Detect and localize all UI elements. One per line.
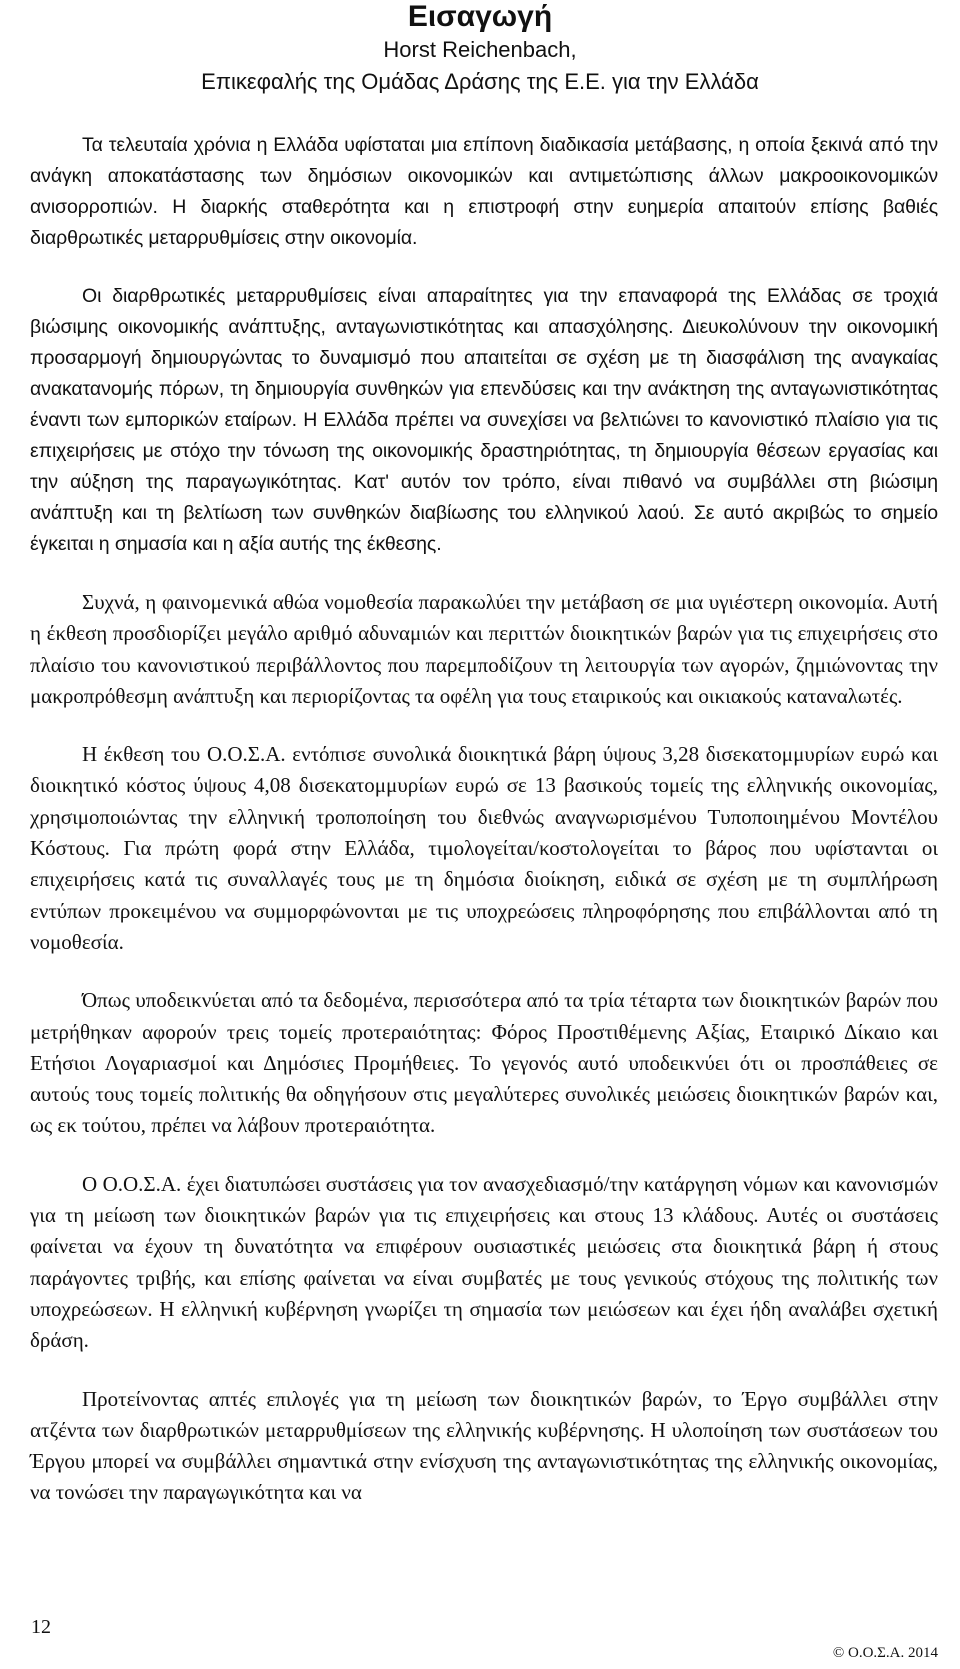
page-number: 12: [31, 1616, 51, 1638]
copyright-notice: © Ο.Ο.Σ.Α. 2014: [832, 1645, 938, 1661]
page-title: Εισαγωγή: [407, 0, 553, 33]
paragraph-1: Τα τελευταία χρόνια η Ελλάδα υφίσταται μια επίπονη διαδικασία μετάβασης, η οποία ξεκινά από την ανάγκη αποκατάστασης των δημόσιων οικονομικών και αντιμετώπισης άλλων μακροοικονομικών ανισορροπιών. Η διαρκής σταθερότητα και η επιστροφή στην ευημερία απαιτούν επίσης βαθιές διαρθρωτικές μεταρρυθμίσεις στην οικονομία.: [30, 134, 938, 249]
author-name: Horst Reichenbach,: [383, 37, 577, 62]
author-role: Επικεφαλής της Ομάδας Δράσης της Ε.Ε. για την Ελλάδα: [201, 69, 759, 94]
document-body: [30, 130, 938, 1536]
paragraph-7: Προτείνοντας απτές επιλογές για τη μείωση των διοικητικών βαρών, το Έργο συμβάλλει στην ατζέντα των διαρθρωτικών μεταρρυθμίσεων της ελληνικής κυβέρνησης. Η υλοποίηση των συστάσεων του Έργου μπορεί να συμβάλλει σημαντικά στην ενίσχυση της ανταγωνιστικότητας της ελληνικής οικονομίας, να τονώσει την παραγωγικότητα και να: [30, 1386, 938, 1505]
paragraph-6: Ο Ο.Ο.Σ.Α. έχει διατυπώσει συστάσεις για τον ανασχεδιασμό/την κατάργηση νόμων και κανονισμών για τη μείωση των διοικητικών βαρών για τις επιχειρήσεις και στους 13 κλάδους. Αυτές οι συστάσεις φαίνεται να έχουν τη δυνατότητα να επιφέρουν ουσιαστικές μειώσεις στα διοικητικά βάρη ή στους παράγοντες τριβής, και επίσης φαίνεται να είναι συμβατές με τους γενικούς στόχους της πολιτικής των υποχρεώσεων. Η ελληνική κυβέρνηση γνωρίζει τη σημασία των μειώσεων και έχει ήδη αναλάβει σχετική δράση.: [30, 1171, 938, 1353]
paragraph-5: Όπως υποδεικνύεται από τα δεδομένα, περισσότερα από τα τρία τέταρτα των διοικητικών βαρών που μετρήθηκαν αφορούν τρεις τομείς προτεραιότητας: Φόρος Προστιθέμενης Αξίας, Εταιρικό Δίκαιο και Ετήσιοι Λογαριασμοί και Δημόσιες Προμήθειες. Το γεγονός αυτό υποδεικνύει ότι οι προσπάθειες σε αυτούς τους τομείς πολιτικής θα οδηγήσουν στις μεγαλύτερες συνολικές μειώσεις διοικητικών βαρών και, ως εκ τούτου, πρέπει να λάβουν προτεραιότητα.: [30, 988, 938, 1138]
document-header: [0, 0, 960, 98]
paragraph-4: Η έκθεση του Ο.Ο.Σ.Α. εντόπισε συνολικά διοικητικά βάρη ύψους 3,28 δισεκατομμυρίων ευρώ και διοικητικό κόστος ύψους 4,08 δισεκατομμυρίων ευρώ σε 13 βασικούς τομείς της ελληνικής οικονομίας, χρησιμοποιώντας την ελληνική τροποποίηση του διεθνώς αναγνωρισμένου Τυποποιημένου Μοντέλου Κόστους. Για πρώτη φορά στην Ελλάδα, τιμολογείται/κοστολογείται το βάρος που υφίστανται οι επιχειρήσεις κατά τις συναλλαγές τους με τη δημόσια διοίκηση, ειδικά σε σχέση με τη συμπλήρωση εντύπων προκειμένου να συμμορφώνονται με τις υποχρεώσεις πληροφόρησης που επιβάλλονται από τη νομοθεσία.: [30, 742, 938, 954]
paragraph-3: Συχνά, η φαινομενικά αθώα νομοθεσία παρακωλύει την μετάβαση σε μια υγιέστερη οικονομία. Αυτή η έκθεση προσδιορίζει μεγάλο αριθμό αδυναμιών και περιττών διοικητικών βαρών για τις επιχειρήσεις στο πλαίσιο του κανονιστικού περιβάλλοντος που παρεμποδίζουν τη λειτουργία των αγορών, ζημιώνοντας την μακροπρόθεσμη ανάπτυξη και περιορίζοντας τα οφέλη για τους εταιρικούς και οικιακούς καταναλωτές.: [30, 590, 938, 708]
paragraph-2: Οι διαρθρωτικές μεταρρυθμίσεις είναι απαραίτητες για την επαναφορά της Ελλάδας σε τροχιά βιώσιμης οικονομικής ανάπτυξης, ανταγωνιστικότητας και απασχόλησης. Διευκολύνουν την οικονομική προσαρμογή δημιουργώντας το δυναμισμό που απαιτείται σε σχέση με τη διασφάλιση της αναγκαίας ανακατανομής πόρων, τη δημιουργία συνθηκών για επενδύσεις και την ανάκτηση της ανταγωνιστικότητας έναντι των εμπορικών εταίρων. Η Ελλάδα πρέπει να συνεχίσει να βελτιώνει το κανονιστικό πλαίσιο για τις επιχειρήσεις με στόχο την τόνωση της οικονομικής δραστηριότητας, τη δημιουργία θέσεων εργασίας και την αύξηση της παραγωγικότητας. Κατ' αυτόν τον τρόπο, είναι πιθανό να συμβάλλει στη βιώσιμη ανάπτυξη και τη βελτίωση των συνθηκών διαβίωσης του ελληνικού λαού. Σε αυτό ακριβώς το σημείο έγκειται η σημασία και η αξία αυτής της έκθεσης.: [30, 285, 938, 555]
